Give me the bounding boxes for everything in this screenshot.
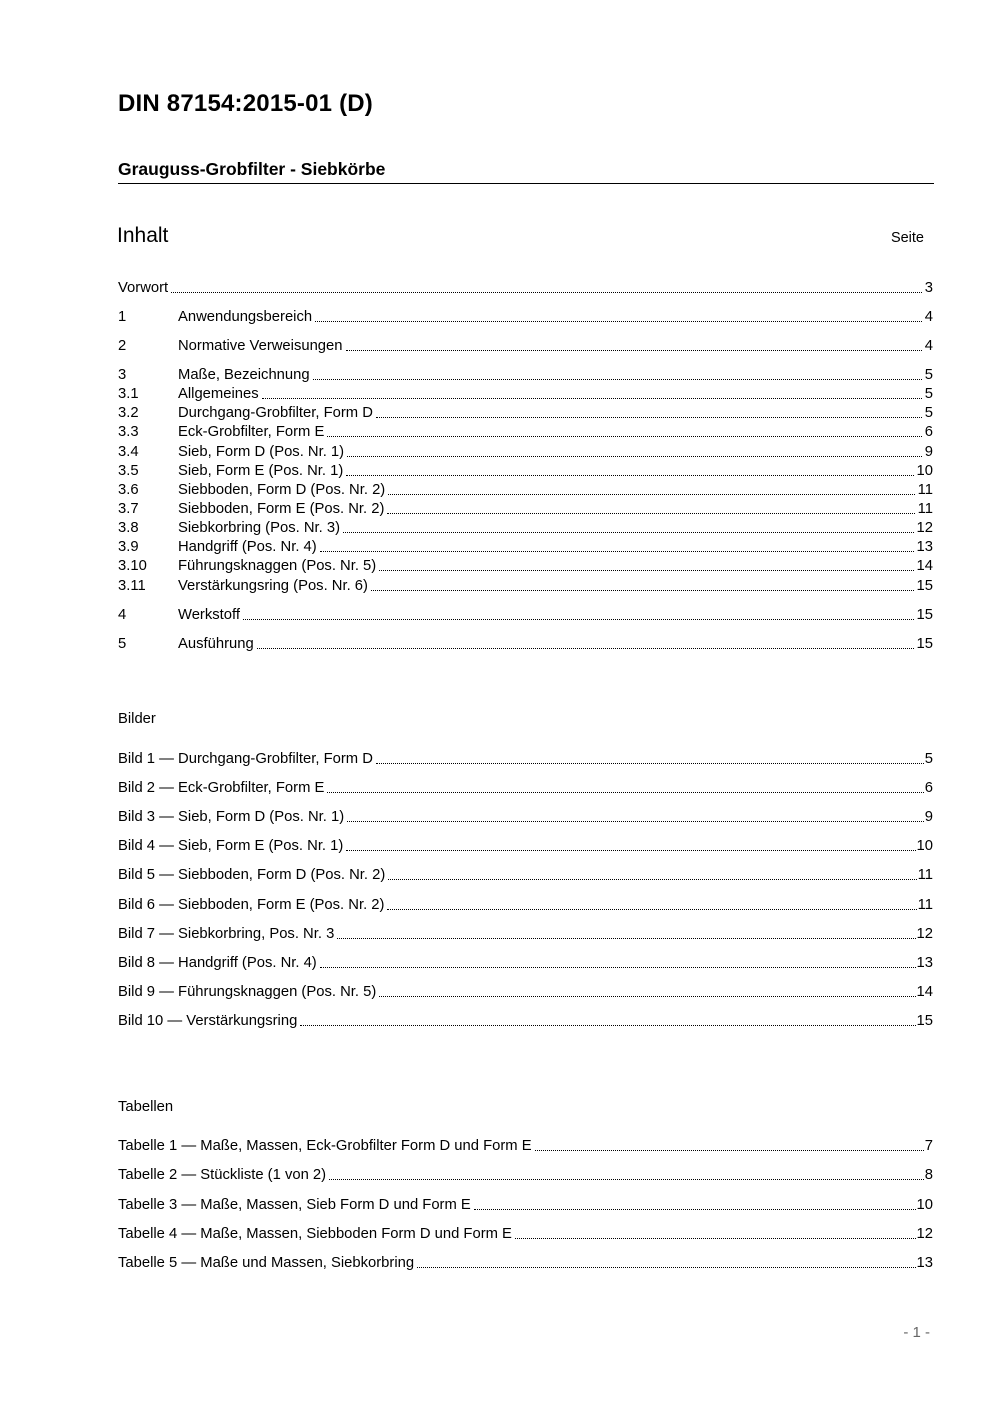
entry-page-number: 5	[924, 405, 933, 421]
entry-page-number: 12	[916, 1226, 933, 1242]
toc-page-column-label: Seite	[890, 230, 924, 246]
entry-page-number: 4	[924, 309, 933, 325]
entry-number: 3.8	[118, 520, 139, 536]
entry-number: 3.3	[118, 424, 139, 440]
toc-entry[interactable]	[118, 557, 933, 576]
entry-page-number: 6	[924, 424, 933, 440]
entry-page-number: 8	[924, 1167, 933, 1183]
entry-label: Normative Verweisungen	[178, 338, 343, 354]
entry-page-number: 5	[924, 386, 933, 402]
entry-label: Bild 6 — Siebboden, Form E (Pos. Nr. 2)	[118, 897, 385, 913]
toc-entry[interactable]	[118, 925, 933, 944]
dot-leader	[346, 850, 915, 851]
figures-heading: Bilder	[118, 711, 156, 727]
dot-leader	[320, 967, 916, 968]
toc-entry[interactable]	[118, 837, 933, 856]
entry-number: 1	[118, 309, 127, 325]
dot-leader	[343, 532, 914, 533]
entry-label: Bild 3 — Sieb, Form D (Pos. Nr. 1)	[118, 809, 345, 825]
dot-leader	[388, 879, 916, 880]
entry-number: 3.6	[118, 482, 139, 498]
entry-number: 3.5	[118, 463, 139, 479]
entry-label: Siebboden, Form E (Pos. Nr. 2)	[178, 501, 385, 517]
entry-label: Eck-Grobfilter, Form E	[178, 424, 325, 440]
toc-entry[interactable]	[118, 443, 933, 462]
toc-entry[interactable]	[118, 983, 933, 1002]
toc-entry[interactable]	[118, 462, 933, 481]
entry-label: Siebboden, Form D (Pos. Nr. 2)	[178, 482, 386, 498]
entry-page-number: 3	[924, 280, 933, 296]
entry-page-number: 14	[916, 558, 933, 574]
dot-leader	[371, 590, 914, 591]
entry-page-number: 11	[917, 897, 933, 913]
dot-leader	[376, 417, 922, 418]
toc-entry[interactable]	[118, 1254, 933, 1273]
entry-page-number: 10	[916, 838, 933, 854]
entry-label: Tabelle 1 — Maße, Massen, Eck-Grobfilter Form D und Form E	[118, 1138, 532, 1154]
entry-number: 3.11	[118, 578, 146, 594]
entry-page-number: 12	[916, 926, 933, 942]
toc-entry[interactable]	[118, 808, 933, 827]
entry-label: Anwendungsbereich	[178, 309, 313, 325]
dot-leader	[515, 1238, 916, 1239]
toc-entry[interactable]	[118, 896, 933, 915]
entry-number: 3.10	[118, 558, 147, 574]
entry-label: Siebkorbring (Pos. Nr. 3)	[178, 520, 341, 536]
entry-label: Sieb, Form D (Pos. Nr. 1)	[178, 444, 345, 460]
entry-page-number: 9	[924, 444, 933, 460]
toc-entry[interactable]	[118, 1196, 933, 1215]
document-id: DIN 87154:2015-01 (D)	[118, 90, 373, 117]
entry-label: Bild 1 — Durchgang-Grobfilter, Form D	[118, 751, 373, 767]
entry-label: Tabelle 2 — Stückliste (1 von 2)	[118, 1167, 327, 1183]
entry-label: Bild 2 — Eck-Grobfilter, Form E	[118, 780, 325, 796]
entry-page-number: 9	[924, 809, 933, 825]
toc-entry[interactable]	[118, 606, 933, 625]
entry-label: Bild 9 — Führungsknaggen (Pos. Nr. 5)	[118, 984, 377, 1000]
dot-leader	[379, 570, 913, 571]
toc-entry[interactable]	[118, 635, 933, 654]
entry-label: Allgemeines	[178, 386, 259, 402]
dot-leader	[347, 821, 924, 822]
dot-leader	[347, 456, 922, 457]
dot-leader	[376, 763, 924, 764]
dot-leader	[346, 350, 922, 351]
entry-number: 3.1	[118, 386, 139, 402]
entry-number: 3.2	[118, 405, 139, 421]
entry-number: 5	[118, 636, 127, 652]
entry-label: Tabelle 3 — Maße, Massen, Sieb Form D und Form E	[118, 1197, 471, 1213]
toc-entry[interactable]	[118, 1225, 933, 1244]
entry-label: Führungsknaggen (Pos. Nr. 5)	[178, 558, 377, 574]
dot-leader	[535, 1150, 924, 1151]
toc-entry[interactable]	[118, 423, 933, 442]
dot-leader	[387, 909, 916, 910]
entry-label: Tabelle 5 — Maße und Massen, Siebkorbring	[118, 1255, 415, 1271]
tables-heading: Tabellen	[118, 1099, 174, 1115]
entry-label: Verstärkungsring (Pos. Nr. 6)	[178, 578, 368, 594]
entry-label: Werkstoff	[178, 607, 240, 623]
toc-entry[interactable]	[118, 954, 933, 973]
toc-entry[interactable]	[118, 279, 933, 298]
toc-entry[interactable]	[118, 577, 933, 596]
toc-entry[interactable]	[118, 779, 933, 798]
entry-page-number: 13	[916, 539, 933, 555]
toc-entry[interactable]	[118, 500, 933, 519]
entry-number: 3.7	[118, 501, 139, 517]
dot-leader	[327, 436, 921, 437]
dot-leader	[387, 513, 914, 514]
entry-label: Bild 5 — Siebboden, Form D (Pos. Nr. 2)	[118, 867, 386, 883]
entry-label: Sieb, Form E (Pos. Nr. 1)	[178, 463, 344, 479]
toc-entry[interactable]	[118, 481, 933, 500]
toc-entry[interactable]	[118, 866, 933, 885]
entry-page-number: 7	[924, 1138, 933, 1154]
entry-page-number: 13	[916, 955, 933, 971]
entry-page-number: 5	[924, 367, 933, 383]
toc-entry[interactable]	[118, 385, 933, 404]
entry-page-number: 11	[917, 501, 933, 517]
entry-label: Vorwort	[118, 280, 169, 296]
entry-page-number: 15	[916, 607, 933, 623]
dot-leader	[300, 1025, 915, 1026]
page-number: - 1 -	[903, 1324, 930, 1341]
dot-leader	[379, 996, 915, 997]
entry-label: Tabelle 4 — Maße, Massen, Siebboden Form D und Form E	[118, 1226, 512, 1242]
entry-page-number: 4	[924, 338, 933, 354]
dot-leader	[243, 619, 914, 620]
toc-entry[interactable]	[118, 366, 933, 385]
dot-leader	[388, 494, 914, 495]
entry-page-number: 11	[917, 482, 933, 498]
toc-entry[interactable]	[118, 308, 933, 327]
entry-label: Bild 4 — Sieb, Form E (Pos. Nr. 1)	[118, 838, 344, 854]
dot-leader	[257, 648, 914, 649]
dot-leader	[262, 398, 922, 399]
entry-page-number: 5	[924, 751, 933, 767]
dot-leader	[337, 938, 915, 939]
entry-page-number: 13	[916, 1255, 933, 1271]
dot-leader	[329, 1179, 924, 1180]
entry-page-number: 10	[916, 1197, 933, 1213]
dot-leader	[313, 379, 922, 380]
entry-page-number: 14	[916, 984, 933, 1000]
toc-entry[interactable]	[118, 538, 933, 557]
entry-page-number: 12	[916, 520, 933, 536]
entry-label: Handgriff (Pos. Nr. 4)	[178, 539, 317, 555]
document-title: Grauguss-Grobfilter - Siebkörbe	[118, 159, 934, 184]
entry-page-number: 15	[916, 1013, 933, 1029]
toc-entry[interactable]	[118, 519, 933, 538]
entry-label: Bild 10 — Verstärkungsring	[118, 1013, 298, 1029]
dot-leader	[320, 551, 914, 552]
entry-number: 3.9	[118, 539, 139, 555]
dot-leader	[327, 792, 923, 793]
toc-entry[interactable]	[118, 337, 933, 356]
entry-number: 4	[118, 607, 127, 623]
toc-heading: Inhalt	[117, 224, 169, 247]
entry-page-number: 15	[916, 578, 933, 594]
entry-page-number: 15	[916, 636, 933, 652]
entry-label: Bild 8 — Handgriff (Pos. Nr. 4)	[118, 955, 317, 971]
toc-entry[interactable]	[118, 750, 933, 769]
entry-page-number: 11	[917, 867, 933, 883]
dot-leader	[346, 475, 913, 476]
entry-label: Durchgang-Grobfilter, Form D	[178, 405, 373, 421]
toc-entry[interactable]	[118, 1012, 933, 1031]
dot-leader	[474, 1209, 916, 1210]
entry-number: 3.4	[118, 444, 139, 460]
entry-page-number: 6	[924, 780, 933, 796]
entry-label: Bild 7 — Siebkorbring, Pos. Nr. 3	[118, 926, 335, 942]
dot-leader	[417, 1267, 915, 1268]
entry-label: Maße, Bezeichnung	[178, 367, 310, 383]
toc-entry[interactable]	[118, 404, 933, 423]
toc-entry[interactable]	[118, 1166, 933, 1185]
toc-entry[interactable]	[118, 1137, 933, 1156]
entry-page-number: 10	[916, 463, 933, 479]
entry-number: 2	[118, 338, 127, 354]
entry-label: Ausführung	[178, 636, 254, 652]
dot-leader	[315, 321, 922, 322]
dot-leader	[171, 292, 922, 293]
entry-number: 3	[118, 367, 127, 383]
